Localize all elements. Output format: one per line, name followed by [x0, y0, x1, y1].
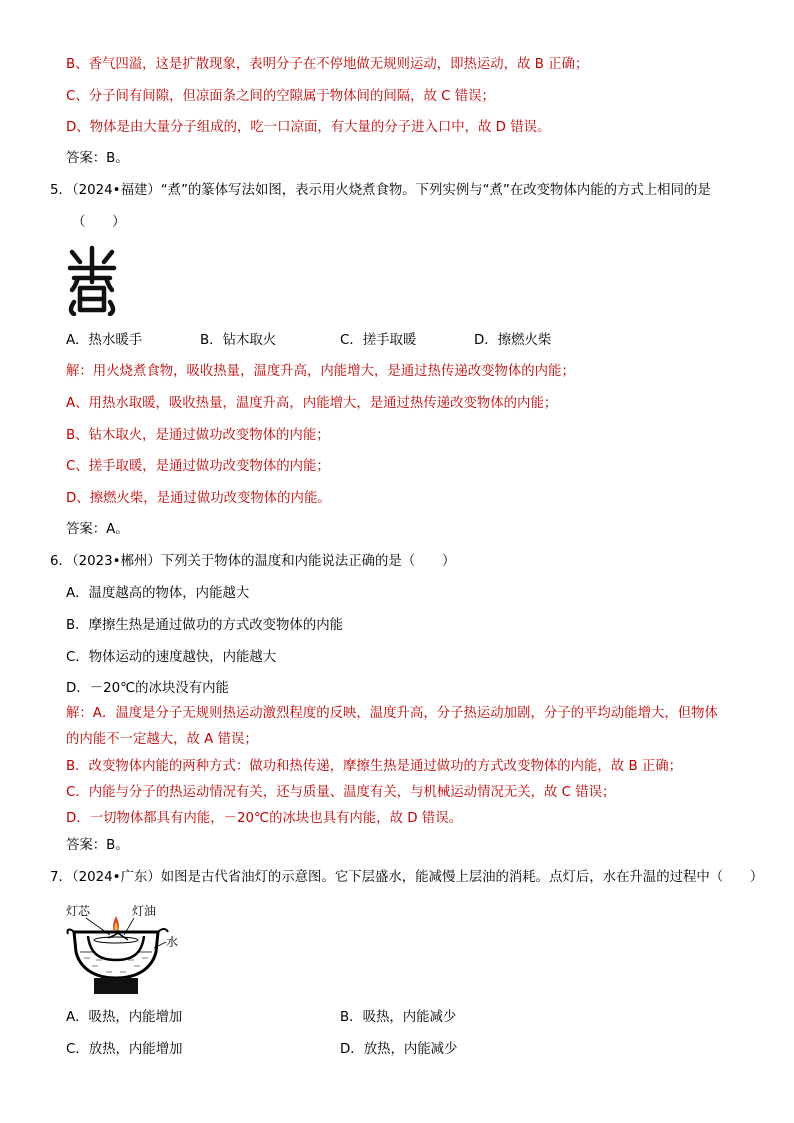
q5-option-c: C．搓手取暖 [340, 333, 417, 348]
q5-option-b: B．钻木取火 [200, 333, 277, 348]
q4-solution-b: B、香气四溢，这是扩散现象，表明分子在不停地做无规则运动，即热运动，故 B 正确； [66, 57, 589, 72]
q5-solution-line: A、用热水取暖，吸收热量，温度升高，内能增大，是通过热传递改变物体的内能； [66, 396, 558, 411]
seal-script-zhu-icon [66, 244, 118, 316]
q5-blank: （ ） [72, 215, 126, 230]
q7-stem: 7．（2024•广东）如图是古代省油灯的示意图。它下层盛水，能减慢上层油的消耗。点灯后，水在升温的过程中（ ） [50, 870, 764, 885]
q5-solution-line: C、搓手取暖，是通过做功改变物体的内能； [66, 459, 330, 474]
q6-solution-d [66, 810, 462, 828]
lamp-label-wick: 灯芯 [66, 904, 91, 918]
q4-solution-c: C、分子间有间隙，但凉面条之间的空隙属于物体间的间隔，故 C 错误； [66, 89, 495, 104]
q5-stem: 5．（2024•福建）“煮”的篆体写法如图，表示用火烧煮食物。下列实例与“煮”在改变物体内能的方式上相同的是 [50, 183, 711, 198]
q6-solution-line: 解：A．温度是分子无规则热运动激烈程度的反映，温度升高，分子热运动加剧，分子的平均动能增大，但物体 [66, 706, 718, 721]
q4-solution-d: D、物体是由大量分子组成的，吃一口凉面，有大量的分子进入口中，故 D 错误。 [66, 120, 551, 135]
q6-solution-line: 的内能不一定越大，故 A 错误； [66, 732, 258, 747]
q4-answer: 答案：B。 [66, 151, 129, 166]
q6-answer: 答案：B。 [66, 838, 129, 853]
q5-solution-line: B、钻木取火，是通过做功改变物体的内能； [66, 428, 330, 443]
q7-option-c: C．放热，内能增加 [66, 1042, 183, 1057]
q7-option-b: B．吸热，内能减少 [340, 1010, 457, 1025]
q5-solution-line: 解：用火烧煮食物，吸收热量，温度升高，内能增大，是通过热传递改变物体的内能； [66, 364, 575, 379]
q6-solution-d-highlight: －20℃的冰块也具有内能 [223, 811, 377, 826]
q5-option-a: A．热水暖手 [66, 333, 143, 348]
q5-option-d: D．擦燃火柴 [474, 333, 552, 348]
q6-solution-d-suffix: ，故 D 错误。 [376, 811, 462, 826]
q7-option-a: A．吸热，内能增加 [66, 1010, 183, 1025]
q6-option-b: B．摩擦生热是通过做功的方式改变物体的内能 [66, 618, 343, 633]
oil-lamp-figure [62, 902, 192, 998]
q6-stem: 6．（2023•郴州）下列关于物体的温度和内能说法正确的是（ ） [50, 554, 456, 569]
lamp-label-oil: 灯油 [132, 904, 157, 918]
lamp-label-water: 水 [166, 935, 179, 949]
q5-answer: 答案：A。 [66, 522, 129, 537]
q6-option-a: A．温度越高的物体，内能越大 [66, 586, 250, 601]
q5-solution-line: D、擦燃火柴，是通过做功改变物体的内能。 [66, 491, 331, 506]
q6-option-c: C．物体运动的速度越快，内能越大 [66, 650, 277, 665]
q6-solution-d-prefix: D．一切物体都具有内能， [66, 811, 224, 826]
q6-solution-line: B．改变物体内能的两种方式：做功和热传递，摩擦生热是通过做功的方式改变物体的内能，故 B 正确； [66, 759, 683, 774]
q6-solution-line: C．内能与分子的热运动情况有关，还与质量、温度有关，与机械运动情况无关，故 C 错误； [66, 785, 616, 800]
q6-option-d: D．－20℃的冰块没有内能 [66, 681, 229, 696]
q7-option-d: D．放热，内能减少 [340, 1042, 458, 1057]
